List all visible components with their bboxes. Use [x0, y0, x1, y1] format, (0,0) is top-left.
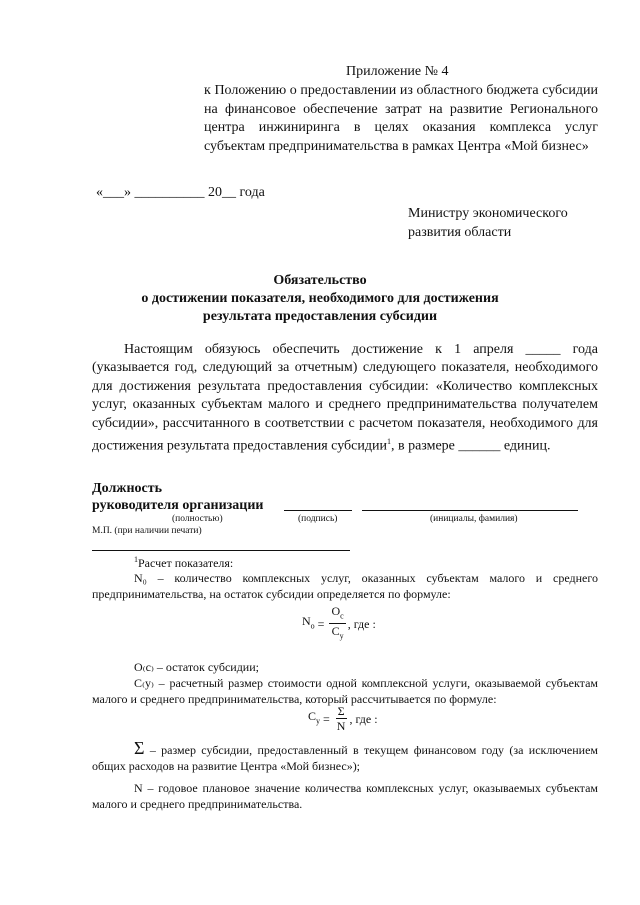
formula-n0-denominator: $C_у$: [331, 624, 344, 641]
caption-sign: (подпись): [298, 514, 338, 524]
date-line: «___» __________ 20__ года: [96, 185, 265, 200]
title-line-2: о достижении показателя, необходимого для достижения: [141, 291, 499, 306]
footnote-reference: 1: [386, 437, 391, 447]
footnote-mark: 1: [134, 555, 138, 564]
stamp-note: М.П. (при наличии печати): [92, 526, 202, 536]
addressee: [408, 204, 608, 242]
sigma-definition-text: – размер субсидии, предоставленный в текущем финансовом году (за исключением общих расходов на развитие Центра «Мой бизнес»);: [92, 743, 598, 773]
formula-n0-numerator: $O_с$: [329, 604, 345, 624]
formula-cy: $C_у$ = $\frac{\Sigma}{N}$ , где :: [308, 704, 378, 733]
title-line-1: Обязательство: [273, 273, 367, 288]
addressee-line-2: развития области: [408, 225, 512, 240]
sigma-definition: [92, 738, 598, 774]
signature-label-line-1: Должность: [92, 481, 163, 496]
formula-n0: $N_о$ = $\frac{O_с}{C_у}$ , где :: [302, 604, 376, 644]
title-line-3: результата предоставления субсидии: [202, 309, 438, 324]
formula-cy-denominator: N: [336, 719, 346, 733]
formula-n0-fraction: [329, 604, 345, 644]
n0-definition: N₀ – количество комплексных услуг, оказанных субъектам малого и среднего предпринимательства, на остаток субсидии определяется по формуле:: [92, 571, 598, 601]
formula-cy-tail: , где :: [349, 711, 378, 726]
formula-n0-lhs: $N_о$: [302, 614, 315, 631]
body-text-part-2: , в размере ______ единиц.: [390, 438, 551, 454]
cy-definition: С₍у₎ – расчетный размер стоимости одной комплексной услуги, оказываемой субъектам малого и среднего предпринимательства, который рассчитывается по формуле:: [92, 676, 598, 706]
caption-name: (инициалы, фамилия): [430, 514, 518, 524]
appendix-text: к Положению о предоставлении из областного бюджета субсидии на финансовое обеспечение затрат на развитие Регионального центра инжиниринга в целях оказания комплекса услуг субъектам предпринимательства в рамках Центра «Мой бизнес»: [204, 83, 598, 154]
sigma-symbol: Σ: [134, 738, 145, 758]
addressee-line-1: Министру экономического: [408, 206, 568, 221]
caption-full: (полностью): [172, 514, 223, 524]
footnote-heading-text: Расчет показателя:: [138, 556, 234, 570]
document-title: [90, 272, 550, 326]
formula-cy-fraction: [335, 704, 348, 733]
signature-label-line-2: руководителя организации: [92, 498, 264, 513]
footnote-divider: [92, 550, 350, 551]
formula-n0-tail: , где :: [347, 616, 376, 631]
signature-line: [284, 510, 352, 511]
formula-cy-lhs: $C_у$: [308, 708, 321, 726]
appendix-title: Приложение № 4: [346, 64, 449, 79]
body-paragraph: [92, 341, 598, 456]
oc-definition: О₍с₎ – остаток субсидии;: [134, 660, 259, 674]
n-definition: N – годовое плановое значение количества комплексных услуг, оказываемых субъектам малого и среднего предпринимательства.: [92, 781, 598, 811]
footnote-heading: [134, 552, 233, 571]
signature-label: [92, 480, 263, 514]
formula-cy-numerator: Σ: [337, 704, 345, 718]
body-text-part-1: Настоящим обязуюсь обеспечить достижение к 1 апреля _____ года (указывается год, следующий за отчетным) следующего показателя, необходимого для достижения результата предоставления субсидии: «Количество комплексных услуг, оказанных субъектам малого и среднего предпринимательства получателем субсидии», рассчитанного в соответствии с расчетом показателя, необходимого для достижения результата предоставления субсидии: [92, 342, 598, 454]
name-line: [362, 510, 578, 511]
